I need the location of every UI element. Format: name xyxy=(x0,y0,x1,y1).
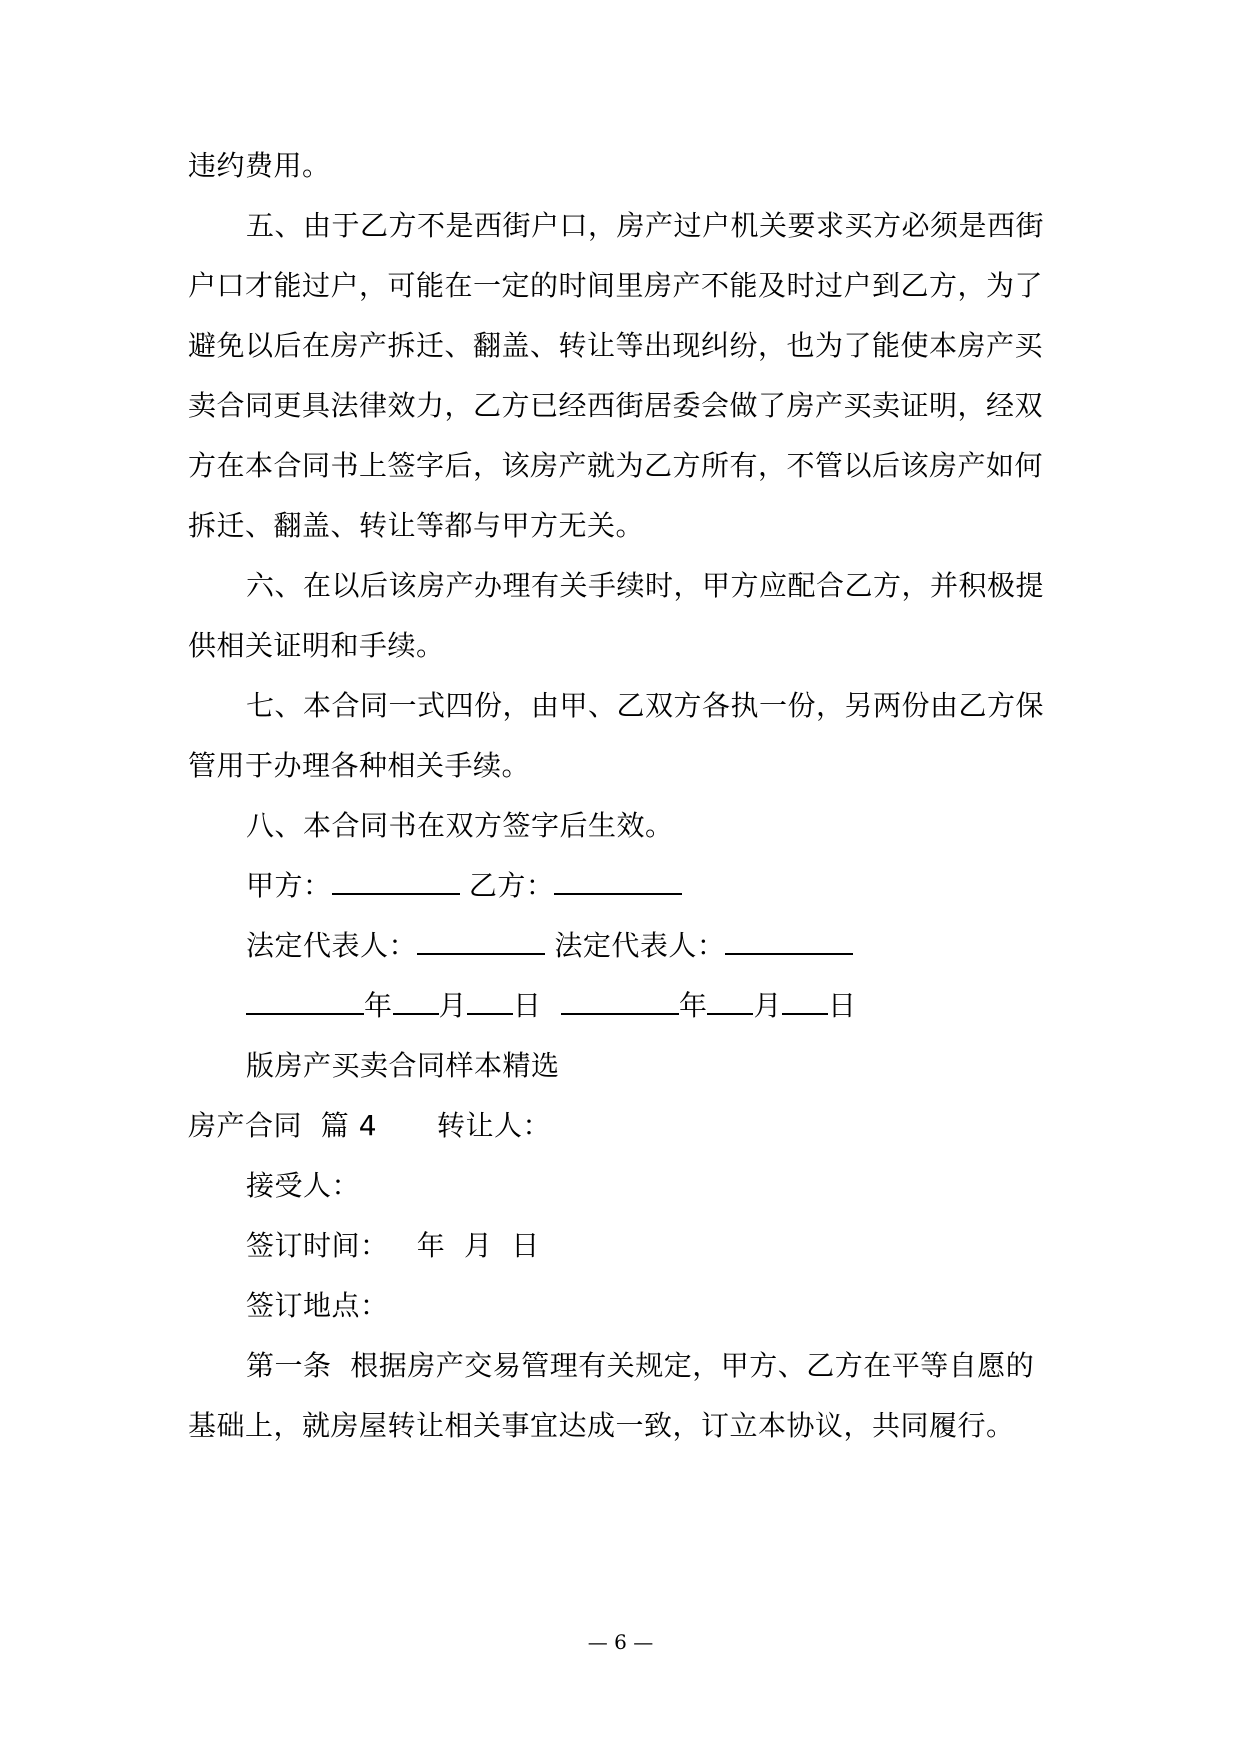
paragraph-line: 户口才能过户，可能在一定的时间里房产不能及时过户到乙方，为了 xyxy=(188,269,1044,302)
paragraph-line: 违约费用。 xyxy=(188,149,331,182)
receiver-label: 接受人： xyxy=(246,1169,361,1202)
day-blank xyxy=(467,989,513,1015)
month-blank xyxy=(707,989,753,1015)
clause-6-line: 六、在以后该房产办理有关手续时，甲方应配合乙方，并积极提 xyxy=(246,569,1045,602)
paragraph-line: 卖合同更具法律效力，乙方已经西街居委会做了房产买卖证明，经双 xyxy=(188,389,1044,422)
month-label: 月 xyxy=(438,989,468,1022)
paragraph-line: 管用于办理各种相关手续。 xyxy=(188,749,531,782)
party-a-blank xyxy=(332,869,460,895)
party-a-label: 甲方： xyxy=(246,869,332,902)
date-line xyxy=(246,988,857,1024)
month-label: 月 xyxy=(753,989,782,1022)
section-heading-line xyxy=(188,1108,551,1144)
clause-8-line: 八、本合同书在双方签字后生效。 xyxy=(246,809,674,842)
year-label: 年 xyxy=(678,989,708,1022)
day-blank xyxy=(782,989,828,1015)
party-signature-line xyxy=(246,868,682,904)
article-1-line: 第一条 根据房产交易管理有关规定，甲方、乙方在平等自愿的 xyxy=(246,1349,1035,1382)
year-blank xyxy=(246,989,364,1015)
page-number: — 6 — xyxy=(587,1630,654,1654)
day-label: 日 xyxy=(827,989,857,1022)
rep-b-blank xyxy=(725,929,853,955)
rep-b-label: 法定代表人： xyxy=(554,929,726,962)
paragraph-line: 拆迁、翻盖、转让等都与甲方无关。 xyxy=(188,509,645,542)
sign-place-label: 签订地点： xyxy=(246,1289,389,1322)
party-b-blank xyxy=(554,869,682,895)
clause-5-line: 五、由于乙方不是西街户口，房产过户机关要求买方必须是西街 xyxy=(246,209,1045,242)
day-label: 日 xyxy=(513,989,542,1022)
sign-time-label: 签订时间： 年 月 日 xyxy=(246,1229,540,1262)
paragraph-line: 供相关证明和手续。 xyxy=(188,629,445,662)
transferor-label: 转让人： xyxy=(437,1109,552,1142)
clause-7-line: 七、本合同一式四份，由甲、乙双方各执一份，另两份由乙方保 xyxy=(246,689,1045,722)
section-heading: 房产合同 篇 4 xyxy=(188,1109,378,1142)
party-b-label: 乙方： xyxy=(468,869,555,902)
year-label: 年 xyxy=(364,989,393,1022)
sample-title: 版房产买卖合同样本精选 xyxy=(246,1049,560,1082)
month-blank xyxy=(393,989,439,1015)
paragraph-line: 基础上，就房屋转让相关事宜达成一致，订立本协议，共同履行。 xyxy=(188,1409,1015,1442)
representative-line xyxy=(246,928,853,964)
rep-a-label: 法定代表人： xyxy=(246,929,418,962)
rep-a-blank xyxy=(417,929,545,955)
year-blank xyxy=(561,989,679,1015)
paragraph-line: 避免以后在房产拆迁、翻盖、转让等出现纠纷，也为了能使本房产买 xyxy=(188,329,1044,362)
paragraph-line: 方在本合同书上签字后，该房产就为乙方所有，不管以后该房产如何 xyxy=(188,449,1044,482)
